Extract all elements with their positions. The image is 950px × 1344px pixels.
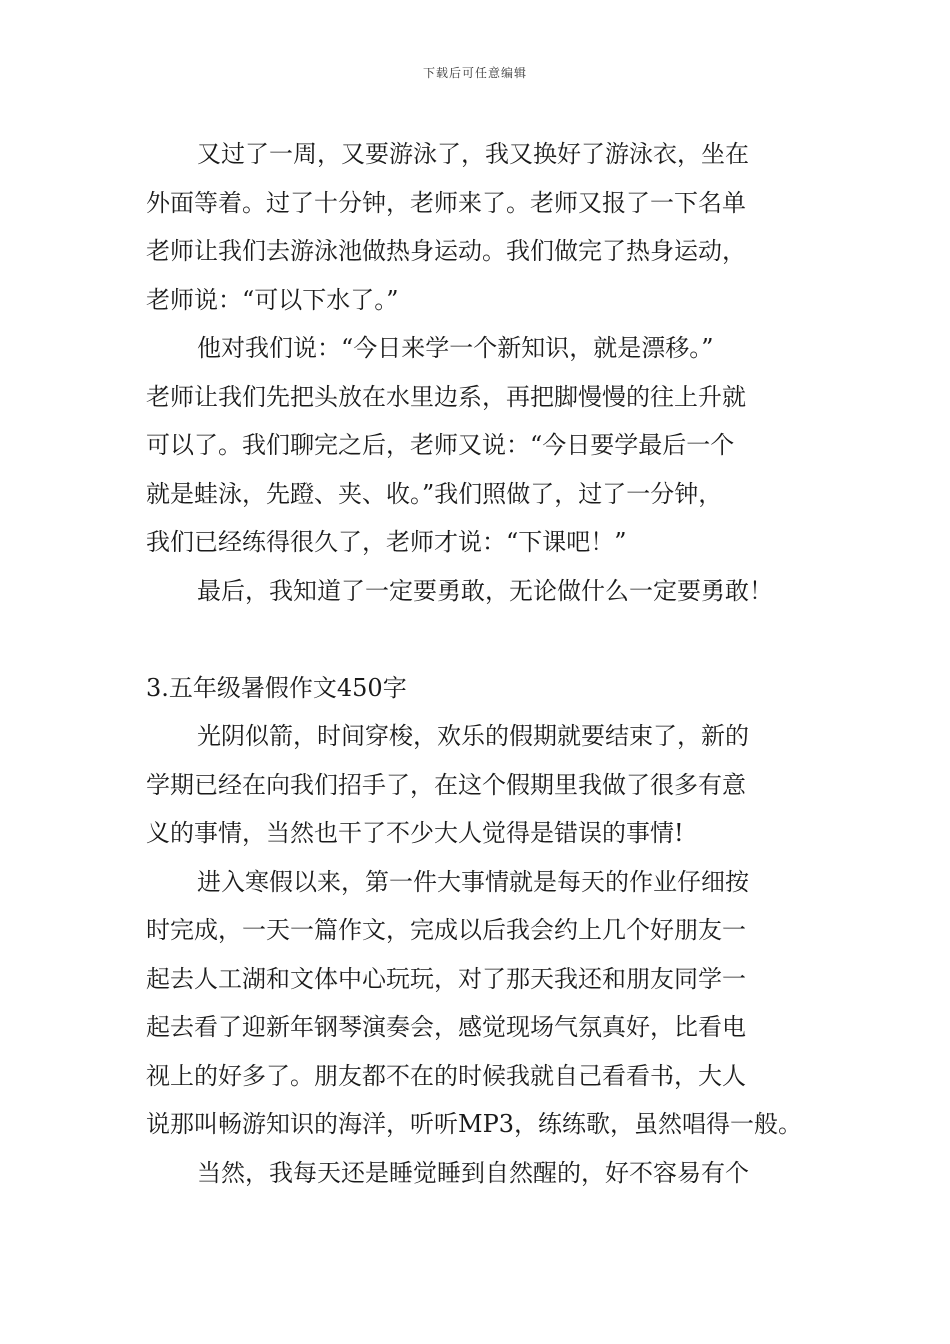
header-note: 下载后可任意编辑 <box>422 66 527 80</box>
paragraph-line: 起去看了迎新年钢琴演奏会，感觉现场气氛真好，比看电 <box>146 1013 746 1041</box>
paragraph-line: 视上的好多了。朋友都不在的时候我就自己看看书，大人 <box>146 1061 746 1090</box>
paragraph-line: 进入寒假以来，第一件大事情就是每天的作业仔细按 <box>197 867 749 896</box>
paragraph-line: 老师说：“可以下水了。” <box>146 285 399 314</box>
section-heading: 3.五年级暑假作文450字 <box>146 673 407 702</box>
paragraph-line: 当然，我每天还是睡觉睡到自然醒的，好不容易有个 <box>197 1158 749 1187</box>
paragraph-line: 最后，我知道了一定要勇敢，无论做什么一定要勇敢！ <box>197 576 773 605</box>
document-body <box>146 130 814 1197</box>
paragraph-line: 老师让我们去游泳池做热身运动。我们做完了热身运动， <box>146 237 746 265</box>
paragraph-line: 外面等着。过了十分钟，老师来了。老师又报了一下名单 <box>146 188 746 217</box>
paragraph-line: 起去人工湖和文体中心玩玩，对了那天我还和朋友同学一 <box>146 964 746 993</box>
paragraph-line: 光阴似箭，时间穿梭，欢乐的假期就要结束了，新的 <box>197 722 749 750</box>
paragraph-line: 就是蛙泳，先蹬、夹、收。”我们照做了，过了一分钟， <box>146 479 723 508</box>
paragraph-line: 学期已经在向我们招手了，在这个假期里我做了很多有意 <box>146 770 746 799</box>
paragraph-line: 说那叫畅游知识的海洋，听听MP3，练练歌，虽然唱得一般。 <box>146 1110 802 1138</box>
paragraph-line: 老师让我们先把头放在水里边系，再把脚慢慢的往上升就 <box>146 382 746 411</box>
paragraph-line: 又过了一周，又要游泳了，我又换好了游泳衣，坐在 <box>197 140 749 168</box>
paragraph-line: 可以了。我们聊完之后，老师又说：“今日要学最后一个 <box>146 431 735 459</box>
section-spacer <box>146 615 814 664</box>
paragraph-line: 义的事情，当然也干了不少大人觉得是错误的事情! <box>146 819 684 847</box>
paragraph-line: 他对我们说：“今日来学一个新知识，就是漂移。” <box>197 334 714 362</box>
paragraph-line: 时完成，一天一篇作文，完成以后我会约上几个好朋友一 <box>146 916 746 944</box>
paragraph-line: 我们已经练得很久了，老师才说：“下课吧！” <box>146 528 627 556</box>
